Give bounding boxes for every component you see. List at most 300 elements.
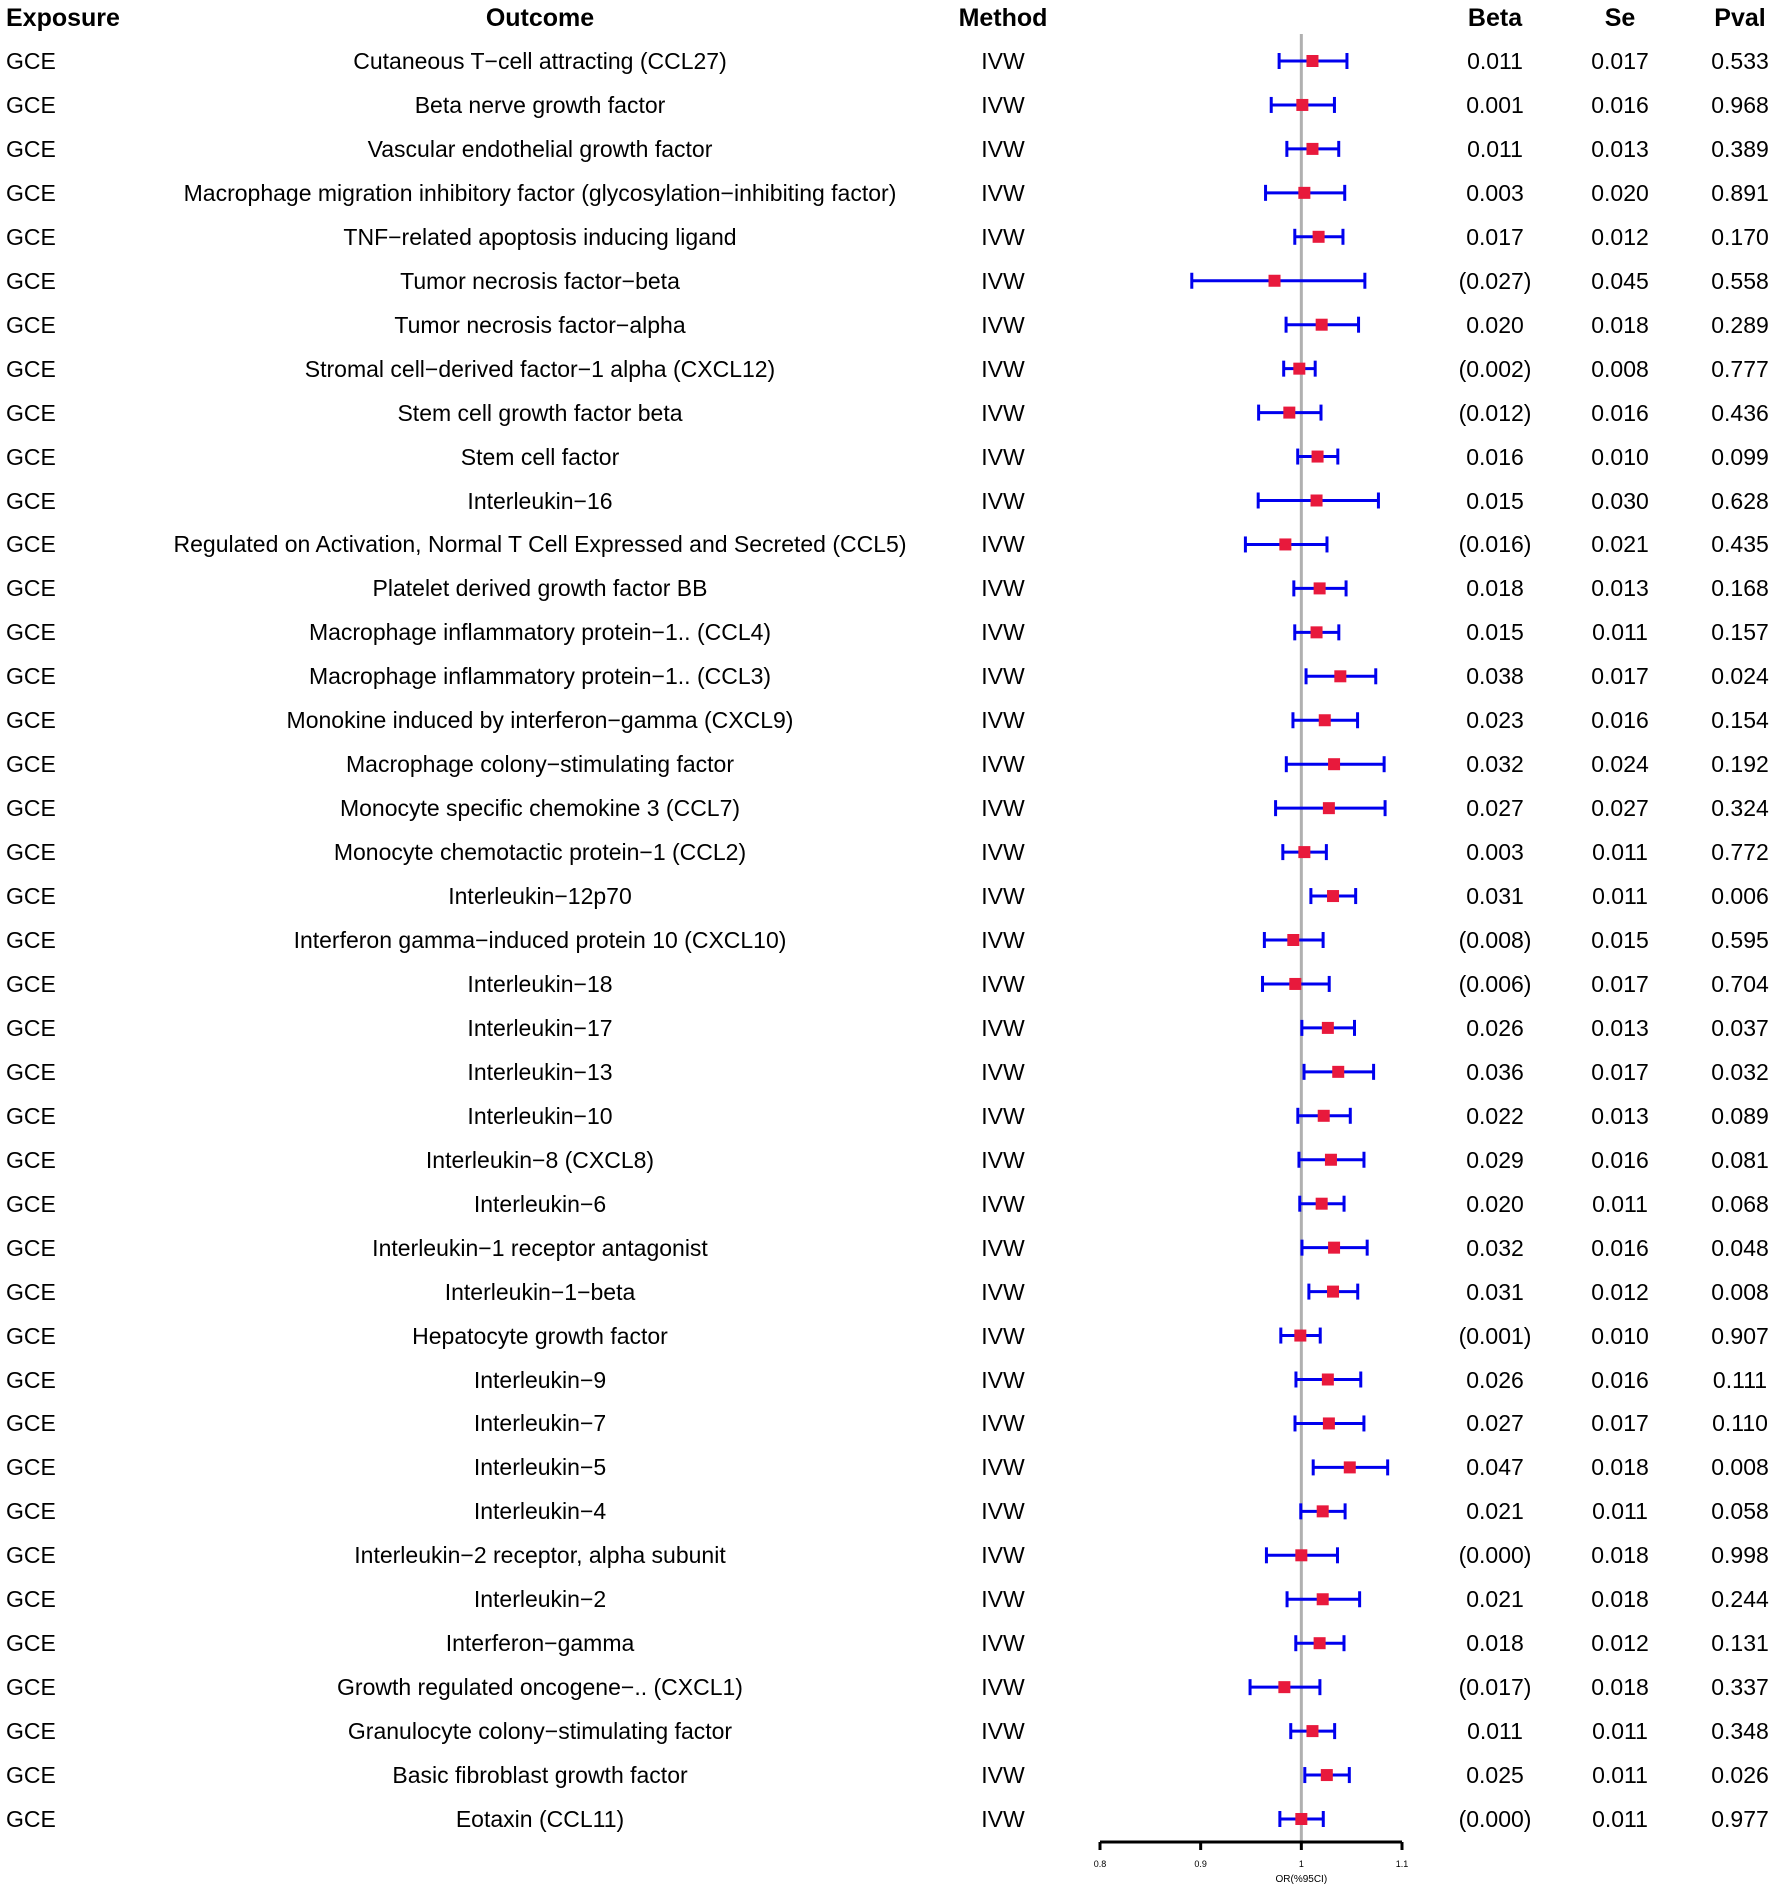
- forest-row-mark: [1250, 1679, 1320, 1695]
- outcome-cell: Interleukin−12p70: [448, 883, 632, 910]
- method-cell: IVW: [981, 1234, 1025, 1261]
- beta-cell: 0.011: [1467, 135, 1523, 162]
- exposure-cell: GCE: [6, 927, 56, 953]
- exposure-cell: GCE: [6, 795, 56, 822]
- header-method: Method: [958, 4, 1048, 32]
- method-cell: IVW: [981, 1718, 1025, 1745]
- se-cell: 0.011: [1592, 1718, 1648, 1745]
- beta-cell: 0.023: [1466, 707, 1524, 734]
- outcome-cell: Interleukin−16: [467, 487, 613, 514]
- beta-cell: (0.016): [1458, 531, 1532, 558]
- method-cell: IVW: [981, 443, 1025, 470]
- pval-cell: 0.907: [1711, 1322, 1769, 1349]
- exposure-cell: GCE: [6, 1674, 56, 1701]
- se-cell: 0.021: [1591, 531, 1649, 558]
- beta-cell: (0.017): [1458, 1674, 1532, 1701]
- se-cell: 0.016: [1591, 1234, 1649, 1261]
- method-cell: IVW: [981, 795, 1025, 822]
- outcome-cell: Interferon−gamma: [445, 1630, 635, 1657]
- or-point: [1327, 1286, 1339, 1298]
- pval-cell: 0.037: [1711, 1014, 1769, 1041]
- outcome-cell: Interleukin−8 (CXCL8): [425, 1146, 655, 1173]
- pval-cell: 0.170: [1711, 223, 1769, 250]
- beta-cell: 0.003: [1466, 839, 1524, 866]
- beta-cell: 0.031: [1466, 883, 1524, 910]
- outcome-cell: Stem cell growth factor beta: [397, 399, 683, 426]
- exposure-cell: GCE: [6, 1322, 56, 1349]
- method-cell: IVW: [981, 1014, 1025, 1041]
- exposure-cell: GCE: [6, 311, 56, 338]
- pval-cell: 0.168: [1711, 575, 1769, 602]
- beta-cell: (0.002): [1458, 355, 1532, 382]
- forest-row-mark: [1279, 53, 1347, 69]
- method-cell: IVW: [981, 311, 1025, 338]
- pval-cell: 0.006: [1711, 883, 1769, 910]
- forest-row-mark: [1306, 668, 1376, 684]
- se-cell: 0.017: [1591, 1410, 1649, 1437]
- forest-row-mark: [1305, 1767, 1350, 1783]
- pval-cell: 0.048: [1711, 1234, 1769, 1261]
- forest-row-mark: [1299, 1152, 1364, 1168]
- se-cell: 0.013: [1591, 1014, 1649, 1041]
- outcome-cell: Macrophage inflammatory protein−1.. (CCL4): [308, 619, 772, 646]
- or-point: [1295, 1813, 1307, 1825]
- beta-cell: 0.020: [1466, 1190, 1524, 1217]
- se-cell: 0.017: [1591, 970, 1649, 997]
- beta-cell: (0.008): [1458, 927, 1532, 953]
- tick-label: 1: [1298, 1859, 1304, 1869]
- or-point: [1332, 1066, 1344, 1078]
- beta-cell: (0.001): [1458, 1322, 1532, 1349]
- exposure-cell: GCE: [6, 48, 56, 74]
- forest-marks: [1192, 53, 1388, 1827]
- beta-cell: 0.011: [1467, 48, 1523, 74]
- exposure-cell: GCE: [6, 531, 56, 558]
- method-cell: IVW: [981, 663, 1025, 690]
- method-cell: IVW: [981, 91, 1025, 118]
- beta-cell: (0.000): [1458, 1806, 1532, 1832]
- header-beta: Beta: [1467, 4, 1523, 32]
- pval-cell: 0.435: [1711, 531, 1769, 558]
- method-cell: IVW: [981, 1366, 1025, 1393]
- or-point: [1328, 1242, 1340, 1254]
- pval-cell: 0.436: [1711, 399, 1769, 426]
- outcome-cell: Interleukin−5: [473, 1454, 607, 1481]
- exposure-cell: GCE: [6, 223, 56, 250]
- se-cell: 0.012: [1591, 1278, 1649, 1305]
- beta-cell: 0.027: [1466, 1410, 1524, 1437]
- exposure-cell: GCE: [6, 1718, 56, 1745]
- exposure-cell: GCE: [6, 1058, 56, 1085]
- exposure-cell: GCE: [6, 267, 56, 294]
- beta-cell: (0.000): [1458, 1542, 1532, 1569]
- beta-cell: 0.011: [1467, 1718, 1523, 1745]
- exposure-cell: GCE: [6, 135, 56, 162]
- or-point: [1317, 1505, 1329, 1517]
- header-exposure: Exposure: [6, 4, 120, 32]
- method-cell: IVW: [981, 531, 1025, 558]
- method-cell: IVW: [981, 1322, 1025, 1349]
- pval-cell: 0.348: [1711, 1718, 1769, 1745]
- outcome-cell: Interleukin−2: [473, 1586, 607, 1613]
- exposure-cell: GCE: [6, 751, 56, 778]
- tick-label: 0.8: [1093, 1859, 1107, 1869]
- beta-cell: 0.021: [1466, 1586, 1524, 1613]
- exposure-cell: GCE: [6, 1366, 56, 1393]
- beta-cell: (0.012): [1458, 399, 1532, 426]
- se-cell: 0.010: [1591, 443, 1649, 470]
- forest-row-mark: [1298, 449, 1338, 465]
- se-cell: 0.017: [1591, 663, 1649, 690]
- outcome-cell: Vascular endothelial growth factor: [367, 135, 713, 162]
- method-cell: IVW: [981, 1586, 1025, 1613]
- pval-cell: 0.337: [1711, 1674, 1769, 1701]
- se-cell: 0.020: [1591, 179, 1649, 206]
- exposure-cell: GCE: [6, 663, 56, 690]
- method-cell: IVW: [981, 927, 1025, 953]
- method-cell: IVW: [981, 1278, 1025, 1305]
- outcome-cell: Interleukin−9: [473, 1366, 607, 1393]
- or-point: [1312, 451, 1324, 463]
- se-cell: 0.012: [1591, 1630, 1649, 1657]
- forest-row-mark: [1264, 932, 1323, 948]
- tick-label: 0.9: [1194, 1859, 1207, 1869]
- forest-row-mark: [1313, 1459, 1387, 1475]
- se-cell: 0.011: [1592, 1762, 1648, 1789]
- or-point: [1298, 187, 1310, 199]
- x-axis-label: OR(%95CI): [1275, 1874, 1328, 1885]
- method-cell: IVW: [981, 1102, 1025, 1129]
- or-point: [1325, 1154, 1337, 1166]
- pval-cell: 0.595: [1711, 927, 1769, 953]
- or-point: [1323, 1417, 1335, 1429]
- outcome-cell: Interleukin−13: [467, 1058, 613, 1085]
- outcome-cell: Stromal cell−derived factor−1 alpha (CXCL12): [304, 355, 776, 382]
- se-cell: 0.016: [1591, 91, 1649, 118]
- forest-row-mark: [1287, 141, 1339, 157]
- outcome-cell: Macrophage inflammatory protein−1.. (CCL3): [308, 663, 772, 690]
- forest-row-mark: [1286, 317, 1358, 333]
- method-cell: IVW: [981, 970, 1025, 997]
- se-cell: 0.045: [1591, 267, 1649, 294]
- outcome-cell: Growth regulated oncogene−.. (CXCL1): [337, 1674, 743, 1701]
- pval-cell: 0.891: [1711, 179, 1769, 206]
- exposure-cell: GCE: [6, 619, 56, 646]
- beta-cell: 0.027: [1466, 795, 1524, 822]
- or-point: [1316, 1198, 1328, 1210]
- tick-label: 1.1: [1395, 1859, 1409, 1869]
- beta-cell: 0.026: [1466, 1014, 1524, 1041]
- beta-cell: 0.029: [1466, 1146, 1524, 1173]
- or-point: [1316, 319, 1328, 331]
- or-point: [1327, 890, 1339, 902]
- exposure-cell: GCE: [6, 399, 56, 426]
- or-point: [1344, 1461, 1356, 1473]
- se-cell: 0.016: [1591, 1366, 1649, 1393]
- or-point: [1317, 1593, 1329, 1605]
- forest-row-mark: [1298, 1108, 1350, 1124]
- pval-cell: 0.244: [1711, 1586, 1769, 1613]
- method-cell: IVW: [981, 135, 1025, 162]
- forest-row-mark: [1302, 1240, 1367, 1256]
- beta-cell: 0.026: [1466, 1366, 1524, 1393]
- outcome-cell: Interferon gamma−induced protein 10 (CXCL10): [293, 927, 787, 953]
- se-cell: 0.011: [1592, 883, 1648, 910]
- exposure-cell: GCE: [6, 1146, 56, 1173]
- outcome-cell: Monocyte chemotactic protein−1 (CCL2): [333, 839, 747, 866]
- pval-cell: 0.558: [1711, 267, 1769, 294]
- pval-cell: 0.110: [1712, 1410, 1768, 1437]
- beta-cell: 0.018: [1466, 575, 1524, 602]
- or-point: [1319, 714, 1331, 726]
- pval-cell: 0.289: [1711, 311, 1769, 338]
- pval-cell: 0.099: [1711, 443, 1769, 470]
- or-point: [1314, 1637, 1326, 1649]
- outcome-cell: Interleukin−1−beta: [444, 1278, 636, 1305]
- forest-row-mark: [1271, 97, 1334, 113]
- method-cell: IVW: [981, 839, 1025, 866]
- x-axis: [1094, 1842, 1409, 1885]
- se-cell: 0.024: [1591, 751, 1649, 778]
- method-cell: IVW: [981, 267, 1025, 294]
- exposure-cell: GCE: [6, 1190, 56, 1217]
- se-cell: 0.011: [1592, 1190, 1648, 1217]
- method-cell: IVW: [981, 399, 1025, 426]
- method-cell: IVW: [981, 575, 1025, 602]
- exposure-cell: GCE: [6, 1498, 56, 1525]
- exposure-cell: GCE: [6, 1410, 56, 1437]
- or-point: [1322, 1022, 1334, 1034]
- exposure-cell: GCE: [6, 839, 56, 866]
- se-cell: 0.010: [1591, 1322, 1649, 1349]
- forest-row-mark: [1302, 1020, 1355, 1036]
- se-cell: 0.016: [1591, 399, 1649, 426]
- se-cell: 0.013: [1591, 1102, 1649, 1129]
- outcome-cell: Basic fibroblast growth factor: [392, 1762, 688, 1789]
- method-cell: IVW: [981, 1190, 1025, 1217]
- se-cell: 0.011: [1592, 1806, 1648, 1832]
- exposure-cell: GCE: [6, 883, 56, 910]
- exposure-cell: GCE: [6, 1234, 56, 1261]
- outcome-cell: Hepatocyte growth factor: [412, 1322, 668, 1349]
- forest-row-mark: [1280, 1811, 1323, 1827]
- pval-cell: 0.157: [1711, 619, 1769, 646]
- forest-row-mark: [1309, 1284, 1358, 1300]
- outcome-cell: Regulated on Activation, Normal T Cell Expressed and Secreted (CCL5): [173, 531, 907, 558]
- pval-cell: 0.024: [1711, 663, 1769, 690]
- method-cell: IVW: [981, 883, 1025, 910]
- pval-cell: 0.032: [1711, 1058, 1769, 1085]
- beta-cell: 0.032: [1466, 1234, 1524, 1261]
- exposure-cell: GCE: [6, 355, 56, 382]
- pval-cell: 0.998: [1711, 1542, 1769, 1569]
- outcome-cell: Tumor necrosis factor−beta: [400, 267, 680, 294]
- or-point: [1313, 231, 1325, 243]
- forest-row-mark: [1291, 1723, 1335, 1739]
- beta-cell: 0.017: [1466, 223, 1524, 250]
- pval-cell: 0.111: [1712, 1366, 1768, 1393]
- se-cell: 0.011: [1592, 619, 1648, 646]
- exposure-cell: GCE: [6, 1542, 56, 1569]
- or-point: [1314, 582, 1326, 594]
- or-point: [1289, 978, 1301, 990]
- method-cell: IVW: [981, 179, 1025, 206]
- or-point: [1322, 1374, 1334, 1386]
- beta-cell: 0.038: [1466, 663, 1524, 690]
- forest-row-mark: [1258, 493, 1378, 509]
- beta-cell: 0.003: [1466, 179, 1524, 206]
- exposure-cell: GCE: [6, 1762, 56, 1789]
- forest-row-mark: [1263, 976, 1330, 992]
- forest-row-mark: [1266, 185, 1345, 201]
- or-point: [1323, 802, 1335, 814]
- beta-cell: 0.020: [1466, 311, 1524, 338]
- beta-cell: (0.006): [1458, 970, 1532, 997]
- se-cell: 0.012: [1591, 223, 1649, 250]
- forest-row-mark: [1259, 405, 1321, 421]
- exposure-cell: GCE: [6, 1630, 56, 1657]
- forest-row-mark: [1300, 1196, 1344, 1212]
- outcome-cell: Cutaneous T−cell attracting (CCL27): [353, 48, 727, 74]
- outcome-cell: Interleukin−18: [467, 970, 613, 997]
- or-point: [1311, 626, 1323, 638]
- outcome-cell: TNF−related apoptosis inducing ligand: [343, 223, 737, 250]
- outcome-cell: Beta nerve growth factor: [414, 91, 666, 118]
- exposure-cell: GCE: [6, 575, 56, 602]
- pval-cell: 0.154: [1711, 707, 1769, 734]
- exposure-cell: GCE: [6, 970, 56, 997]
- se-cell: 0.011: [1592, 839, 1648, 866]
- or-point: [1306, 143, 1318, 155]
- se-cell: 0.017: [1591, 1058, 1649, 1085]
- forest-row-mark: [1296, 1635, 1344, 1651]
- se-cell: 0.011: [1592, 1498, 1648, 1525]
- pval-cell: 0.772: [1711, 839, 1769, 866]
- method-cell: IVW: [981, 1674, 1025, 1701]
- method-cell: IVW: [981, 619, 1025, 646]
- or-point: [1334, 670, 1346, 682]
- se-cell: 0.015: [1591, 927, 1649, 953]
- se-cell: 0.018: [1591, 1674, 1649, 1701]
- beta-cell: 0.047: [1466, 1454, 1524, 1481]
- forest-row-mark: [1295, 1415, 1364, 1431]
- exposure-cell: GCE: [6, 1454, 56, 1481]
- method-cell: IVW: [981, 1498, 1025, 1525]
- outcome-cell: Granulocyte colony−stimulating factor: [347, 1718, 733, 1745]
- se-cell: 0.017: [1591, 48, 1649, 74]
- forest-row-mark: [1266, 1547, 1337, 1563]
- outcome-cell: Stem cell factor: [460, 443, 620, 470]
- or-point: [1293, 363, 1305, 375]
- outcome-cell: Interleukin−4: [473, 1498, 607, 1525]
- or-point: [1279, 538, 1291, 550]
- method-cell: IVW: [981, 223, 1025, 250]
- outcome-cell: Platelet derived growth factor BB: [372, 575, 708, 602]
- pval-cell: 0.704: [1711, 970, 1769, 997]
- or-point: [1321, 1769, 1333, 1781]
- method-cell: IVW: [981, 1762, 1025, 1789]
- forest-row-mark: [1311, 888, 1356, 904]
- or-point: [1311, 495, 1323, 507]
- outcome-cell: Interleukin−10: [467, 1102, 613, 1129]
- forest-row-mark: [1301, 1503, 1345, 1519]
- method-cell: IVW: [981, 487, 1025, 514]
- or-point: [1306, 1725, 1318, 1737]
- forest-row-mark: [1276, 800, 1386, 816]
- or-point: [1294, 1330, 1306, 1342]
- forest-row-mark: [1192, 273, 1365, 289]
- method-cell: IVW: [981, 355, 1025, 382]
- or-point: [1295, 1549, 1307, 1561]
- or-point: [1269, 275, 1281, 287]
- exposure-cell: GCE: [6, 1586, 56, 1613]
- beta-cell: 0.022: [1466, 1102, 1524, 1129]
- method-cell: IVW: [981, 48, 1025, 74]
- pval-cell: 0.058: [1711, 1498, 1769, 1525]
- or-point: [1318, 1110, 1330, 1122]
- se-cell: 0.030: [1591, 487, 1649, 514]
- pval-cell: 0.324: [1711, 795, 1769, 822]
- beta-cell: 0.016: [1466, 443, 1524, 470]
- beta-cell: (0.027): [1458, 267, 1532, 294]
- se-cell: 0.027: [1591, 795, 1649, 822]
- outcome-cell: Interleukin−6: [473, 1190, 607, 1217]
- exposure-cell: GCE: [6, 443, 56, 470]
- exposure-cell: GCE: [6, 1278, 56, 1305]
- method-cell: IVW: [981, 1542, 1025, 1569]
- exposure-cell: GCE: [6, 179, 56, 206]
- pval-cell: 0.968: [1711, 91, 1769, 118]
- pval-cell: 0.131: [1711, 1630, 1769, 1657]
- exposure-cell: GCE: [6, 487, 56, 514]
- exposure-cell: GCE: [6, 707, 56, 734]
- method-cell: IVW: [981, 1146, 1025, 1173]
- pval-cell: 0.089: [1711, 1102, 1769, 1129]
- forest-row-mark: [1304, 1064, 1374, 1080]
- outcome-cell: Interleukin−2 receptor, alpha subunit: [354, 1542, 726, 1569]
- or-point: [1278, 1681, 1290, 1693]
- pval-cell: 0.533: [1711, 48, 1769, 74]
- se-cell: 0.013: [1591, 575, 1649, 602]
- beta-cell: 0.032: [1466, 751, 1524, 778]
- beta-cell: 0.015: [1466, 487, 1524, 514]
- beta-cell: 0.001: [1466, 91, 1524, 118]
- beta-cell: 0.018: [1466, 1630, 1524, 1657]
- beta-cell: 0.021: [1466, 1498, 1524, 1525]
- forest-row-mark: [1284, 361, 1316, 377]
- se-cell: 0.016: [1591, 707, 1649, 734]
- outcome-cell: Interleukin−7: [473, 1410, 607, 1437]
- outcome-cell: Interleukin−17: [467, 1014, 613, 1041]
- pval-cell: 0.977: [1711, 1806, 1769, 1832]
- method-cell: IVW: [981, 1058, 1025, 1085]
- se-cell: 0.018: [1591, 1454, 1649, 1481]
- or-point: [1296, 99, 1308, 111]
- se-cell: 0.013: [1591, 135, 1649, 162]
- outcome-cell: Interleukin−1 receptor antagonist: [372, 1234, 708, 1261]
- method-cell: IVW: [981, 1630, 1025, 1657]
- pval-cell: 0.008: [1711, 1454, 1769, 1481]
- header-se: Se: [1604, 4, 1636, 32]
- forest-row-mark: [1283, 844, 1327, 860]
- forest-row-mark: [1245, 536, 1327, 552]
- header-outcome: Outcome: [485, 4, 595, 32]
- outcome-cell: Monocyte specific chemokine 3 (CCL7): [339, 795, 741, 822]
- method-cell: IVW: [981, 751, 1025, 778]
- forest-row-mark: [1281, 1328, 1320, 1344]
- forest-row-mark: [1296, 1372, 1361, 1388]
- forest-row-mark: [1287, 1591, 1360, 1607]
